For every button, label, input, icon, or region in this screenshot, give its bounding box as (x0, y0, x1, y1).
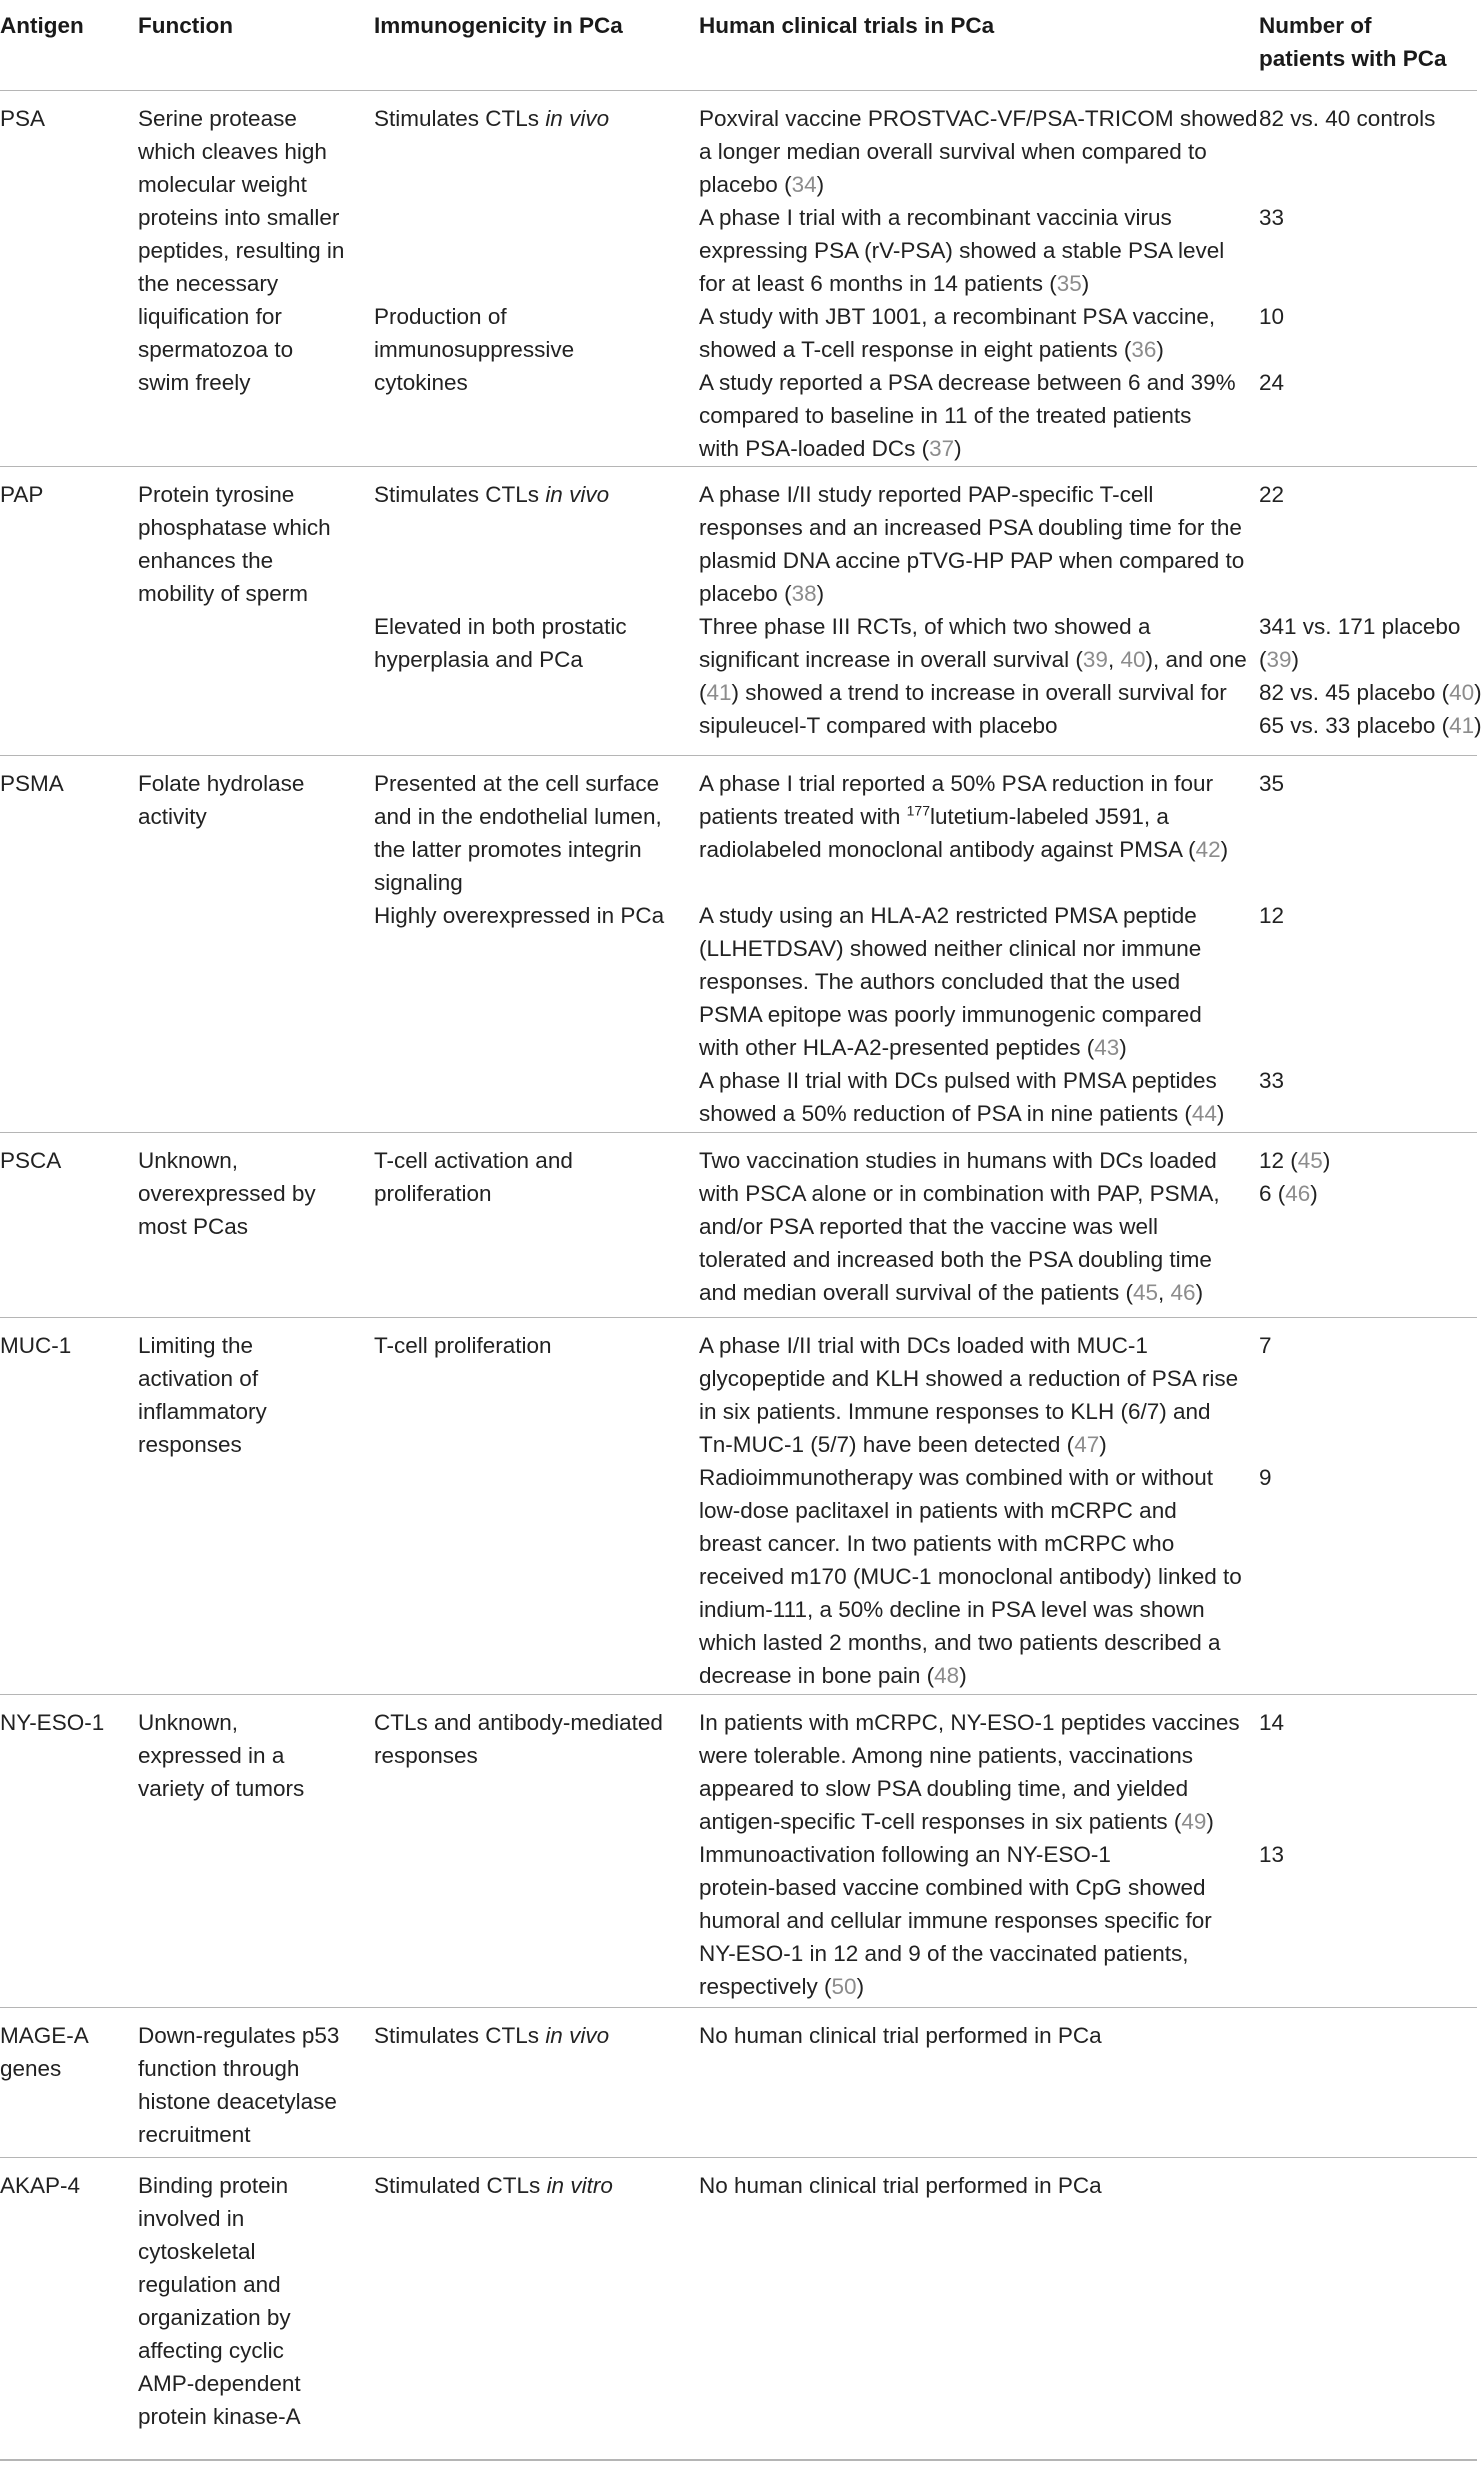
citation-ref: 34 (791, 172, 817, 197)
citation-ref: 44 (1191, 1101, 1217, 1126)
function-cell-line: phosphatase which (138, 515, 331, 540)
trials-cell-line: expressing PSA (rV-PSA) showed a stable PSA level (699, 238, 1225, 263)
trials-cell-line: placebo (34) (699, 172, 825, 197)
header-function: Function (138, 13, 233, 38)
citation-ref: 36 (1131, 337, 1157, 362)
function-cell-line: Serine protease (138, 106, 297, 131)
citation-ref: 49 (1181, 1809, 1207, 1834)
citation-ref: 45 (1132, 1280, 1159, 1305)
function-cell-line: Limiting the (138, 1333, 254, 1358)
citation-ref: 46 (1170, 1280, 1196, 1305)
trials-cell-line: which lasted 2 months, and two patients described a (699, 1630, 1221, 1655)
immunogenicity-cell-line: Elevated in both prostatic (374, 614, 627, 639)
immunogenicity-cell-line: the latter promotes integrin (374, 837, 642, 862)
patients-cell-line: 10 (1259, 304, 1285, 329)
immunogenicity-cell-line: Production of (374, 304, 507, 329)
trials-cell-line: A phase I trial reported a 50% PSA reduction in four (699, 771, 1214, 796)
antigen-cell-line: PSMA (0, 771, 64, 796)
patients-cell-line: 33 (1259, 205, 1285, 230)
trials-cell-line: NY-ESO-1 in 12 and 9 of the vaccinated patients, (699, 1941, 1189, 1966)
header-trials: Human clinical trials in PCa (699, 13, 995, 38)
citation-ref: 43 (1094, 1035, 1120, 1060)
trials-cell-line: showed a T-cell response in eight patients (36) (699, 337, 1164, 362)
function-cell-line: affecting cyclic (138, 2338, 284, 2363)
patients-cell-line: 82 vs. 45 placebo (40) (1259, 680, 1482, 705)
trials-cell-line: compared to baseline in 11 of the treated patients (699, 403, 1192, 428)
trials-cell-line: antigen-specific T-cell responses in six patients (49) (699, 1809, 1214, 1834)
trials-cell-line: humoral and cellular immune responses specific for (699, 1908, 1212, 1933)
immunogenicity-cell-line: Stimulates CTLs in vivo (374, 106, 610, 131)
trials-cell-line: Tn-MUC-1 (5/7) have been detected (47) (699, 1432, 1107, 1457)
function-cell-line: Protein tyrosine (138, 482, 295, 507)
trials-cell-line: sipuleucel-T compared with placebo (699, 713, 1058, 738)
function-cell-line: Binding protein (138, 2173, 289, 2198)
function-cell-line: inflammatory (138, 1399, 267, 1424)
citation-ref: 40 (1449, 680, 1475, 705)
trials-cell-line: tolerated and increased both the PSA doubling time (699, 1247, 1212, 1272)
trials-cell-line: A study reported a PSA decrease between 6 and 39% (699, 370, 1236, 395)
function-cell-line: AMP-dependent (138, 2371, 301, 2396)
citation-ref: 38 (791, 581, 817, 606)
trials-cell-line: A study with JBT 1001, a recombinant PSA vaccine, (699, 304, 1216, 329)
immunogenicity-cell-line: Stimulates CTLs in vivo (374, 2023, 610, 2048)
citation-ref: 46 (1285, 1181, 1311, 1206)
row-divider (0, 466, 1477, 467)
trials-cell-line: A phase I trial with a recombinant vaccinia virus (699, 205, 1172, 230)
immunogenicity-cell-line: Stimulates CTLs in vivo (374, 482, 610, 507)
trials-cell-line: glycopeptide and KLH showed a reduction of PSA rise (699, 1366, 1239, 1391)
function-cell-line: most PCas (138, 1214, 249, 1239)
antigen-cell-line: PSA (0, 106, 46, 131)
trials-cell-line: with PSCA alone or in combination with PAP, PSMA, (699, 1181, 1220, 1206)
bottom-rule (0, 2459, 1477, 2461)
citation-ref: 35 (1056, 271, 1082, 296)
immunogenicity-cell-line: Highly overexpressed in PCa (374, 903, 665, 928)
italic-term: in vitro (546, 2173, 613, 2198)
trials-cell-line: Radioimmunotherapy was combined with or without (699, 1465, 1213, 1490)
trials-cell-line: PSMA epitope was poorly immunogenic compared (699, 1002, 1202, 1027)
trials-cell-line: and/or PSA reported that the vaccine was well (699, 1214, 1159, 1239)
patients-cell-line: (39) (1259, 647, 1300, 672)
immunogenicity-cell-line: cytokines (374, 370, 468, 395)
function-cell-line: mobility of sperm (138, 581, 309, 606)
immunogenicity-cell-line: proliferation (374, 1181, 492, 1206)
superscript: 177 (906, 802, 930, 819)
header-patients-line-1: Number of (1259, 13, 1372, 38)
trials-cell-line: A phase I/II trial with DCs loaded with MUC-1 (699, 1333, 1148, 1358)
patients-cell-line: 12 (1259, 903, 1285, 928)
patients-cell-line: 12 (45) (1259, 1148, 1331, 1173)
trials-cell-line: respectively (50) (699, 1974, 865, 1999)
patients-cell-line: 82 vs. 40 controls (1259, 106, 1436, 131)
italic-term: in vivo (545, 2023, 610, 2048)
patients-cell-line: 33 (1259, 1068, 1285, 1093)
patients-cell-line: 9 (1259, 1465, 1272, 1490)
function-cell-line: Unknown, (138, 1148, 239, 1173)
trials-cell-line: placebo (38) (699, 581, 825, 606)
immunogenicity-cell-line: Presented at the cell surface (374, 771, 660, 796)
trials-cell-line: Immunoactivation following an NY-ESO-1 (699, 1842, 1111, 1867)
trials-cell-line: Poxviral vaccine PROSTVAC-VF/PSA-TRICOM showed (699, 106, 1258, 131)
function-cell-line: function through (138, 2056, 300, 2081)
row-divider (0, 2157, 1477, 2158)
trials-cell-line: plasmid DNA accine pTVG-HP PAP when compared to (699, 548, 1245, 573)
immunogenicity-cell-line: T-cell activation and (374, 1148, 573, 1173)
citation-ref: 48 (934, 1663, 960, 1688)
header-rule (0, 90, 1477, 91)
citation-ref: 47 (1074, 1432, 1100, 1457)
citation-ref: 41 (1449, 713, 1475, 738)
header-patients-line-2: patients with PCa (1259, 46, 1447, 71)
trials-cell-line: were tolerable. Among nine patients, vaccinations (699, 1743, 1194, 1768)
trials-cell-line: decrease in bone pain (48) (699, 1663, 967, 1688)
immunogenicity-cell-line: responses (374, 1743, 478, 1768)
antigen-cell-line: MUC-1 (0, 1333, 72, 1358)
patients-cell-line: 65 vs. 33 placebo (41) (1259, 713, 1482, 738)
antigen-cell-line: PSCA (0, 1148, 62, 1173)
trials-cell-line: for at least 6 months in 14 patients (35) (699, 271, 1090, 296)
citation-ref: 39 (1266, 647, 1292, 672)
patients-cell-line: 341 vs. 171 placebo (1259, 614, 1461, 639)
trials-cell-line: indium-111, a 50% decline in PSA level was shown (699, 1597, 1205, 1622)
trials-cell-line: A study using an HLA-A2 restricted PMSA peptide (699, 903, 1197, 928)
trials-cell-line: responses and an increased PSA doubling time for the (699, 515, 1242, 540)
trials-cell-line: received m170 (MUC-1 monoclonal antibody) linked to (699, 1564, 1242, 1589)
trials-cell-line: In patients with mCRPC, NY-ESO-1 peptides vaccines (699, 1710, 1240, 1735)
trials-cell-line: No human clinical trial performed in PCa (699, 2173, 1102, 2198)
trials-cell-line: a longer median overall survival when compared to (699, 139, 1207, 164)
function-cell-line: histone deacetylase (138, 2089, 337, 2114)
function-cell-line: variety of tumors (138, 1776, 305, 1801)
trials-cell-line: protein-based vaccine combined with CpG showed (699, 1875, 1206, 1900)
trials-cell-line: radiolabeled monoclonal antibody against PMSA (42) (699, 837, 1229, 862)
function-cell-line: protein kinase-A (138, 2404, 301, 2429)
header-antigen: Antigen (0, 13, 84, 38)
function-cell-line: peptides, resulting in (138, 238, 345, 263)
immunogenicity-cell-line: CTLs and antibody-mediated (374, 1710, 663, 1735)
function-cell-line: activity (138, 804, 207, 829)
antigen-cell-line: genes (0, 2056, 62, 2081)
italic-term: in vivo (545, 482, 610, 507)
citation-ref: 39 (1082, 647, 1108, 672)
antigen-cell-line: NY-ESO-1 (0, 1710, 105, 1735)
immunogenicity-cell-line: signaling (374, 870, 463, 895)
function-cell-line: Unknown, (138, 1710, 239, 1735)
function-cell-line: cytoskeletal (138, 2239, 256, 2264)
trials-cell-line: Three phase III RCTs, of which two showed a (699, 614, 1151, 639)
function-cell-line: Down-regulates p53 (138, 2023, 340, 2048)
trials-cell-line: (41) showed a trend to increase in overall survival for (699, 680, 1227, 705)
trials-cell-line: A phase I/II study reported PAP-specific T-cell (699, 482, 1154, 507)
function-cell-line: enhances the (138, 548, 274, 573)
function-cell-line: activation of (138, 1366, 259, 1391)
trials-cell-line: appeared to slow PSA doubling time, and yielded (699, 1776, 1189, 1801)
antigen-cell-line: AKAP-4 (0, 2173, 81, 2198)
citation-ref: 40 (1120, 647, 1146, 672)
patients-cell-line: 35 (1259, 771, 1285, 796)
row-divider (0, 1132, 1477, 1133)
row-divider (0, 2007, 1477, 2008)
immunogenicity-cell-line: T-cell proliferation (374, 1333, 552, 1358)
trials-cell-line: showed a 50% reduction of PSA in nine patients (44) (699, 1101, 1225, 1126)
trials-cell-line: in six patients. Immune responses to KLH (6/7) and (699, 1399, 1211, 1424)
immunogenicity-cell-line: and in the endothelial lumen, (374, 804, 662, 829)
immunogenicity-cell-line: hyperplasia and PCa (374, 647, 583, 672)
trials-cell-line: significant increase in overall survival (39, 40), and one (699, 647, 1247, 672)
trials-cell-line: with other HLA-A2-presented peptides (43) (699, 1035, 1127, 1060)
function-cell-line: which cleaves high (138, 139, 327, 164)
function-cell-line: liquification for (138, 304, 282, 329)
trials-cell-line: A phase II trial with DCs pulsed with PMSA peptides (699, 1068, 1217, 1093)
row-divider (0, 1694, 1477, 1695)
patients-cell-line: 24 (1259, 370, 1285, 395)
function-cell-line: recruitment (138, 2122, 251, 2147)
antigen-cell-line: MAGE-A (0, 2023, 89, 2048)
citation-ref: 37 (929, 436, 955, 461)
patients-cell-line: 22 (1259, 482, 1285, 507)
trials-cell-line: responses. The authors concluded that the used (699, 969, 1181, 994)
patients-cell-line: 7 (1259, 1333, 1272, 1358)
row-divider (0, 1317, 1477, 1318)
function-cell-line: involved in (138, 2206, 245, 2231)
trials-cell-line: Two vaccination studies in humans with DCs loaded (699, 1148, 1217, 1173)
trials-cell-line: No human clinical trial performed in PCa (699, 2023, 1102, 2048)
row-divider (0, 755, 1477, 756)
immunogenicity-cell-line: Stimulated CTLs in vitro (374, 2173, 613, 2198)
function-cell-line: expressed in a (138, 1743, 285, 1768)
function-cell-line: responses (138, 1432, 242, 1457)
trials-cell-line: patients treated with $^{177}$lutetium-labeled J591, a (699, 802, 1169, 829)
citation-ref: 45 (1297, 1148, 1323, 1173)
trials-cell-line: with PSA-loaded DCs (37) (699, 436, 962, 461)
function-cell-line: proteins into smaller (138, 205, 340, 230)
patients-cell-line: 6 (46) (1259, 1181, 1318, 1206)
function-cell-line: spermatozoa to (138, 337, 294, 362)
function-cell-line: swim freely (138, 370, 251, 395)
patients-cell-line: 14 (1259, 1710, 1285, 1735)
function-cell-line: Folate hydrolase (138, 771, 305, 796)
trials-cell-line: and median overall survival of the patients (45, 46) (699, 1280, 1204, 1305)
function-cell-line: overexpressed by (138, 1181, 316, 1206)
citation-ref: 50 (831, 1974, 857, 1999)
citation-ref: 42 (1195, 837, 1221, 862)
citation-ref: 41 (706, 680, 732, 705)
header-immunogenicity: Immunogenicity in PCa (374, 13, 623, 38)
trials-cell-line: low-dose paclitaxel in patients with mCRPC and (699, 1498, 1177, 1523)
function-cell-line: organization by (138, 2305, 291, 2330)
patients-cell-line: 13 (1259, 1842, 1285, 1867)
function-cell-line: molecular weight (138, 172, 307, 197)
italic-term: in vivo (545, 106, 610, 131)
function-cell-line: regulation and (138, 2272, 281, 2297)
function-cell-line: the necessary (138, 271, 279, 296)
antigen-cell-line: PAP (0, 482, 44, 507)
trials-cell-line: (LLHETDSAV) showed neither clinical nor immune (699, 936, 1202, 961)
immunogenicity-cell-line: immunosuppressive (374, 337, 575, 362)
trials-cell-line: breast cancer. In two patients with mCRPC who (699, 1531, 1175, 1556)
